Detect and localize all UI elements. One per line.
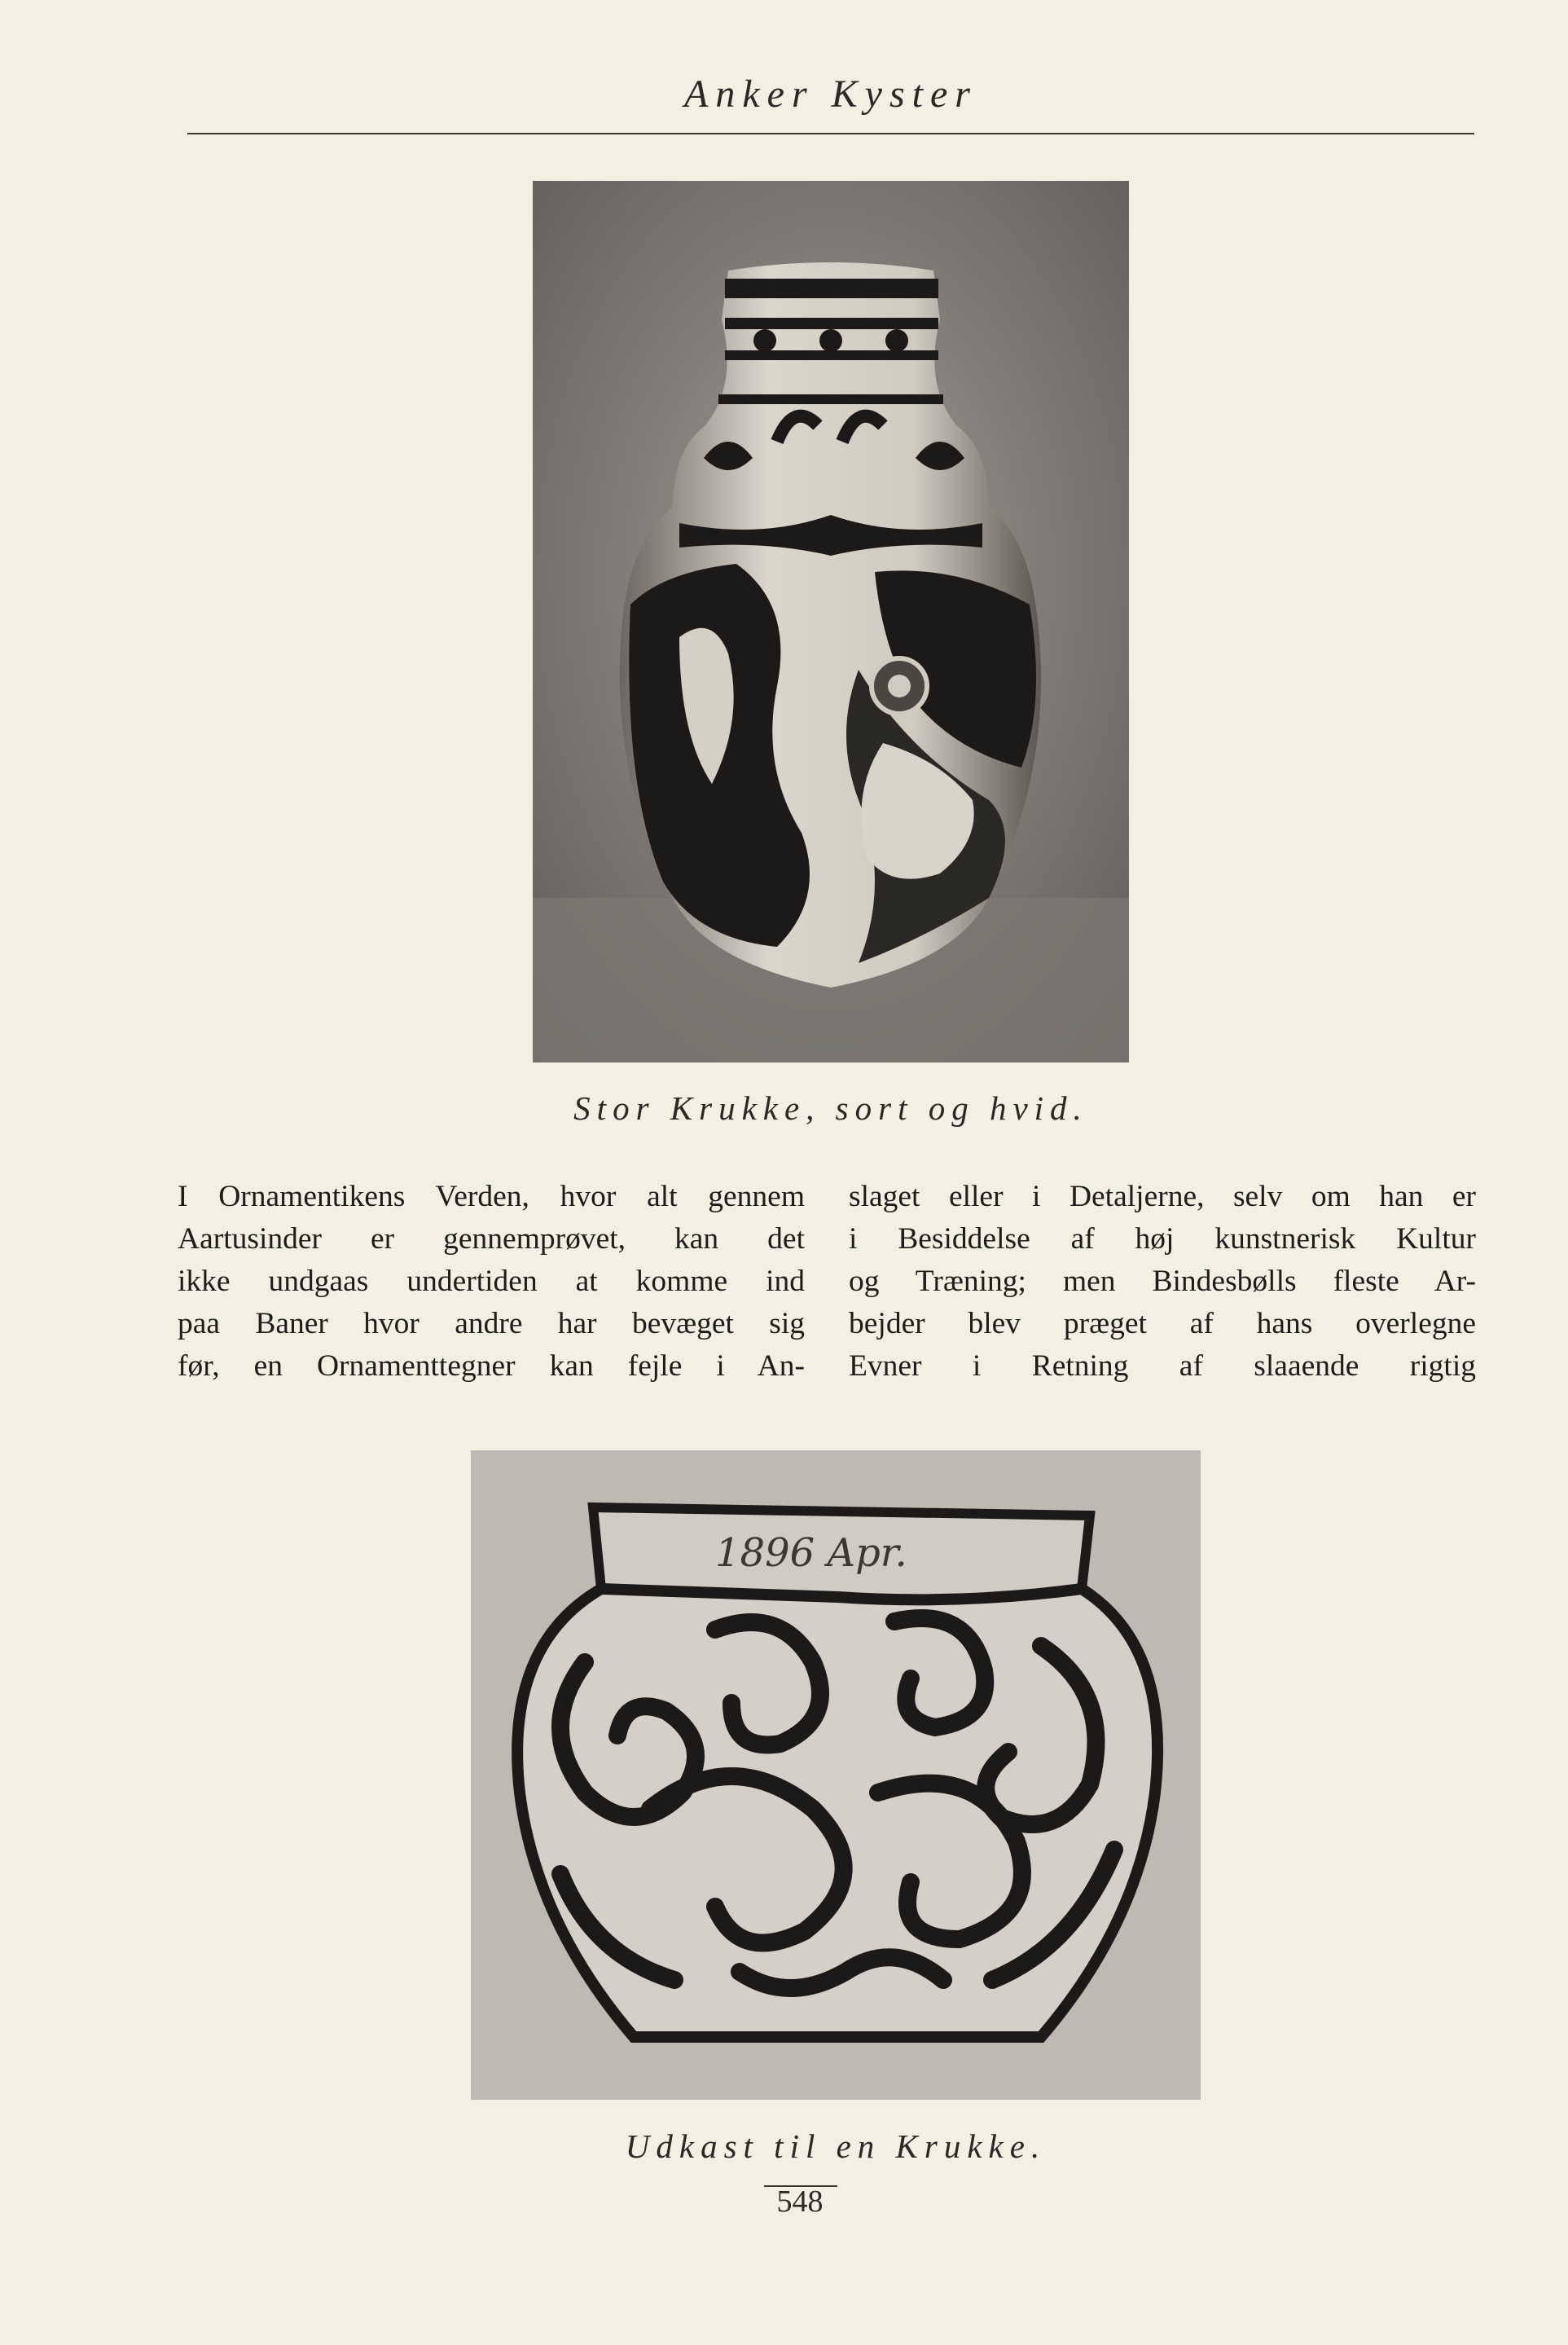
text-line: før, en Ornamenttegner kan fejle i An-	[178, 1349, 805, 1383]
vase-photograph	[533, 181, 1129, 1063]
sketch-caption: Udkast til en Krukke.	[625, 2127, 1047, 2165]
right-text-column	[849, 1176, 1476, 1388]
running-head: Anker Kyster	[684, 73, 977, 116]
jar-sketch	[471, 1450, 1201, 2100]
page-number: 548	[776, 2184, 824, 2219]
left-text-column	[178, 1176, 805, 1388]
text-line: slaget eller i Detaljerne, selv om han er	[849, 1180, 1476, 1213]
header-rule	[187, 133, 1474, 134]
text-line: Evner i Retning af slaaende rigtig	[849, 1349, 1476, 1383]
text-line: ikke undgaas undertiden at komme ind	[178, 1265, 805, 1298]
sketch-inscription: 1896 Apr.	[715, 1530, 907, 1576]
text-line: i Besiddelse af høj kunstnerisk Kultur	[849, 1222, 1476, 1256]
text-line: I Ornamentikens Verden, hvor alt gennem	[178, 1180, 805, 1213]
text-line: Aartusinder er gennemprøvet, kan det	[178, 1222, 805, 1256]
text-line: og Træning; men Bindesbølls fleste Ar-	[849, 1265, 1476, 1298]
vase-caption: Stor Krukke, sort og hvid.	[573, 1089, 1088, 1127]
text-line: bejder blev præget af hans overlegne	[849, 1307, 1476, 1340]
text-line: paa Baner hvor andre har bevæget sig	[178, 1307, 805, 1340]
